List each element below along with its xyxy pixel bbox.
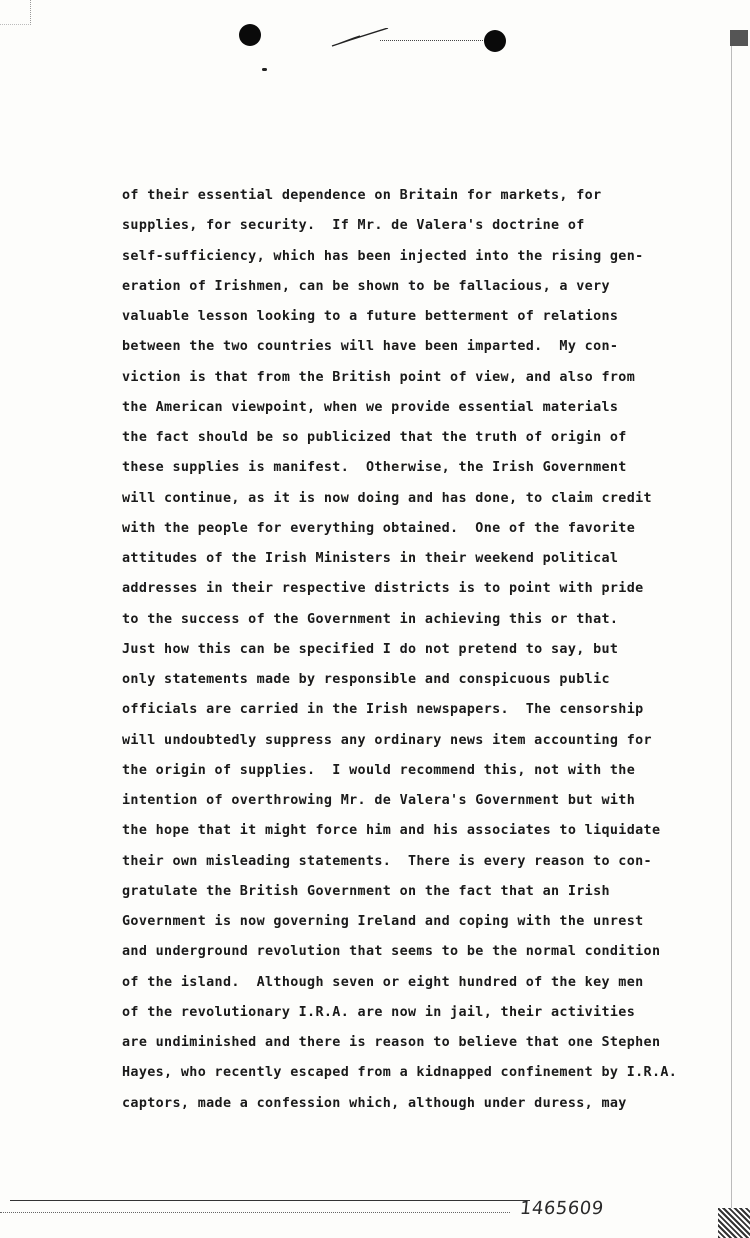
corner-scan-noise: [718, 1208, 750, 1238]
typewritten-body: [122, 181, 722, 1119]
handwritten-document-number: 1465609: [518, 1198, 605, 1219]
text-line: of the island. Although seven or eight hundred of the key men: [122, 974, 644, 990]
footer-dotted-rule: [0, 1212, 510, 1213]
text-line: with the people for everything obtained. One of the favorite: [122, 520, 636, 536]
text-line: officials are carried in the Irish newspapers. The censorship: [122, 702, 644, 718]
text-line: intention of overthrowing Mr. de Valera's Government but with: [122, 793, 636, 808]
text-line: attitudes of the Irish Ministers in their weekend political: [122, 551, 619, 566]
text-line: of their essential dependence on Britain for markets, for: [122, 188, 602, 203]
text-line: Just how this can be specified I do not pretend to say, but: [122, 641, 619, 657]
text-line: Hayes, who recently escaped from a kidnapped confinement by I.R.A.: [122, 1065, 678, 1081]
corner-smudge: [0, 0, 31, 25]
text-line: gratulate the British Government on the fact that an Irish: [122, 883, 610, 899]
text-line: and underground revolution that seems to be the normal condition: [122, 944, 661, 960]
text-line: the fact should be so publicized that the truth of origin of: [122, 430, 627, 445]
text-line: are undiminished and there is reason to believe that one Stephen: [122, 1035, 661, 1050]
text-line: viction is that from the British point of view, and also from: [122, 369, 636, 385]
text-line: their own misleading statements. There is every reason to con-: [122, 853, 652, 869]
clip-mark: [730, 30, 748, 46]
footer-rule: [10, 1200, 530, 1201]
text-line: the American viewpoint, when we provide essential materials: [122, 399, 619, 415]
text-line: eration of Irishmen, can be shown to be fallacious, a very: [122, 278, 610, 294]
text-line: valuable lesson looking to a future betterment of relations: [122, 309, 619, 324]
punch-hole-right-icon: [484, 30, 506, 52]
ink-dot: [262, 68, 267, 71]
punch-hole-left-icon: [239, 24, 261, 46]
text-line: to the success of the Government in achieving this or that.: [122, 611, 619, 627]
text-line: these supplies is manifest. Otherwise, the Irish Government: [122, 460, 627, 476]
text-line: supplies, for security. If Mr. de Valera's doctrine of: [122, 218, 585, 234]
pen-stroke-icon: [330, 28, 392, 48]
text-line: will continue, as it is now doing and has done, to claim credit: [122, 490, 652, 506]
text-line: only statements made by responsible and conspicuous public: [122, 672, 610, 687]
page-edge: [731, 30, 750, 1210]
text-line: will undoubtedly suppress any ordinary news item accounting for: [122, 732, 652, 748]
text-line: Government is now governing Ireland and coping with the unrest: [122, 914, 644, 929]
text-line: captors, made a confession which, although under duress, may: [122, 1095, 627, 1111]
dotted-rule: [380, 40, 485, 41]
text-line: of the revolutionary I.R.A. are now in jail, their activities: [122, 1004, 636, 1020]
text-line: between the two countries will have been imparted. My con-: [122, 339, 619, 355]
text-line: the origin of supplies. I would recommend this, not with the: [122, 762, 636, 778]
text-line: the hope that it might force him and his associates to liquidate: [122, 823, 661, 839]
text-line: self-sufficiency, which has been injected into the rising gen-: [122, 248, 644, 264]
text-line: addresses in their respective districts is to point with pride: [122, 581, 644, 597]
